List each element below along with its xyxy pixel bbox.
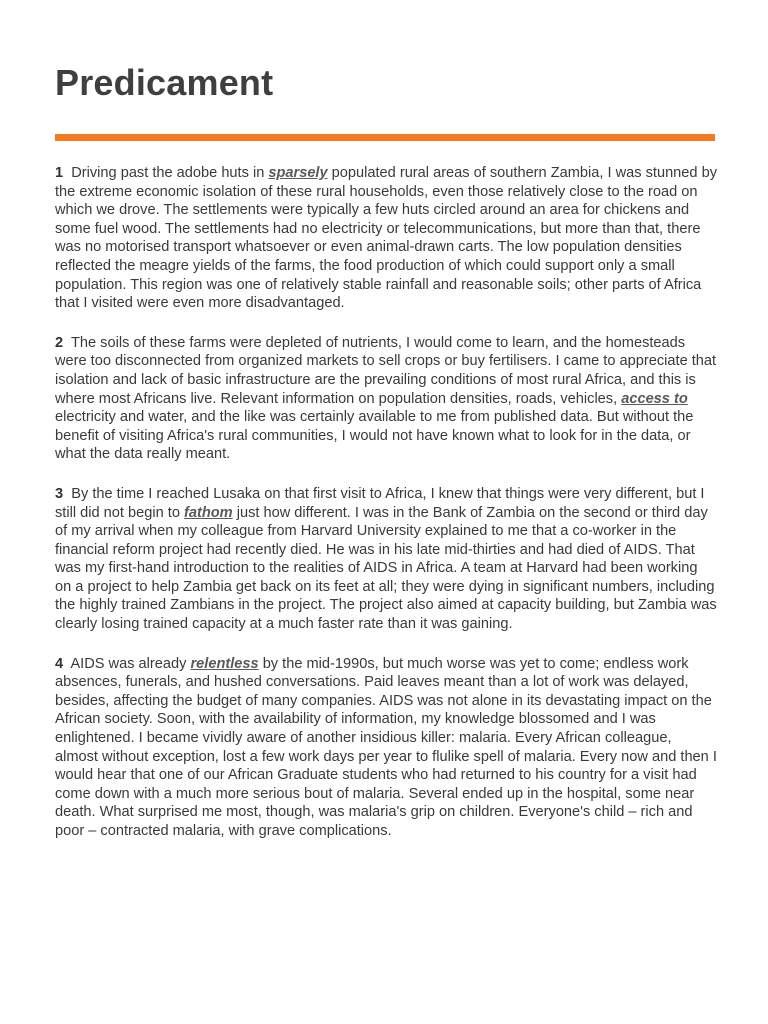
- paragraph-text: populated rural areas of southern Zambia, I was stunned by the extreme economic isolation of these rural households, even those relatively close to the road on which we drove. The settlements were typically a few huts circled around an area for chickens and some fuel wood. The settlements had no electricity or telecommunications, but more than that, there was no motorised transport whatsoever or even animal-drawn carts. The low population densities reflected the meagre yields of the farms, the food production of which could support only a small population. This region was one of relatively stable rainfall and reasonable soils; other parts of Africa that I visited were even more disadvantaged.: [55, 165, 718, 312]
- vocabulary-word: fathom: [184, 504, 233, 521]
- paragraph-text: The soils of these farms were depleted of nutrients, I would come to learn, and the homesteads were too disconnected from organized markets to sell crops or buy fertilisers. I came to appreciate that isolation and lack of basic infrastructure are the prevailing conditions of most rural Africa, and this is where most Africans live. Relevant information on population densities, roads, vehicles,: [55, 334, 717, 407]
- title-divider: [55, 134, 715, 141]
- paragraph-text: by the mid-1990s, but much worse was yet to come; endless work absences, funerals, and hushed conversations. Paid leaves meant than a lot of work was delayed, besides, affecting the budget of many companies. AIDS was not alone in its devastating impact on the African society. Soon, with the availability of information, my knowledge blossomed and I was enlightened. I became vividly aware of another insidious killer: malaria. Every African colleague, almost without exception, lost a few work days per year to flulike spell of malaria. Every now and then I would hear that one of our African Graduate students who had returned to his country for a visit had come down with a much more serious bout of malaria. Several ended up in the hospital, some near death. What surprised me most, though, was malaria's grip on children. Everyone's child – rich and poor – contracted malaria, with grave complications.: [55, 655, 717, 839]
- paragraph-text: electricity and water, and the like was certainly available to me from published data. But without the benefit of visiting Africa's rural communities, I would not have known what to look for in the data, or what the data really meant.: [55, 409, 694, 463]
- paragraph-text: Driving past the adobe huts in: [71, 165, 269, 181]
- vocabulary-word: access to: [621, 390, 688, 407]
- paragraph-number: 2: [55, 334, 64, 351]
- paragraph-text: just how different. I was in the Bank of Zambia on the second or third day of my arrival when my colleague from Harvard University explained to me that a co-worker in the financial reform project had recently died. He was in his late mid-thirties and had died of AIDS. That was my first-hand introduction to the realities of AIDS in Africa. A team at Harvard had been working on a project to help Zambia get back on its feet at all; they were dying in significant numbers, including the highly trained Zambians in the project. The project also aimed at capacity building, but Zambia was clearly losing trained capacity at a much faster rate than it was gaining.: [55, 504, 717, 633]
- paragraph-2: [55, 334, 717, 464]
- paragraph-number: 1: [55, 165, 64, 181]
- paragraph-1: [55, 164, 717, 313]
- document-body: [55, 164, 717, 862]
- vocabulary-word: sparsely: [268, 165, 328, 181]
- page-title: Predicament: [55, 62, 274, 103]
- paragraph-number: 3: [55, 485, 64, 502]
- paragraph-text: AIDS was already: [70, 655, 191, 672]
- paragraph-text: By the time I reached Lusaka on that first visit to Africa, I knew that things were very different, but I still did not begin to: [55, 485, 705, 521]
- paragraph-3: [55, 485, 717, 634]
- vocabulary-word: relentless: [190, 655, 259, 672]
- paragraph-4: [55, 655, 717, 841]
- paragraph-number: 4: [55, 655, 64, 672]
